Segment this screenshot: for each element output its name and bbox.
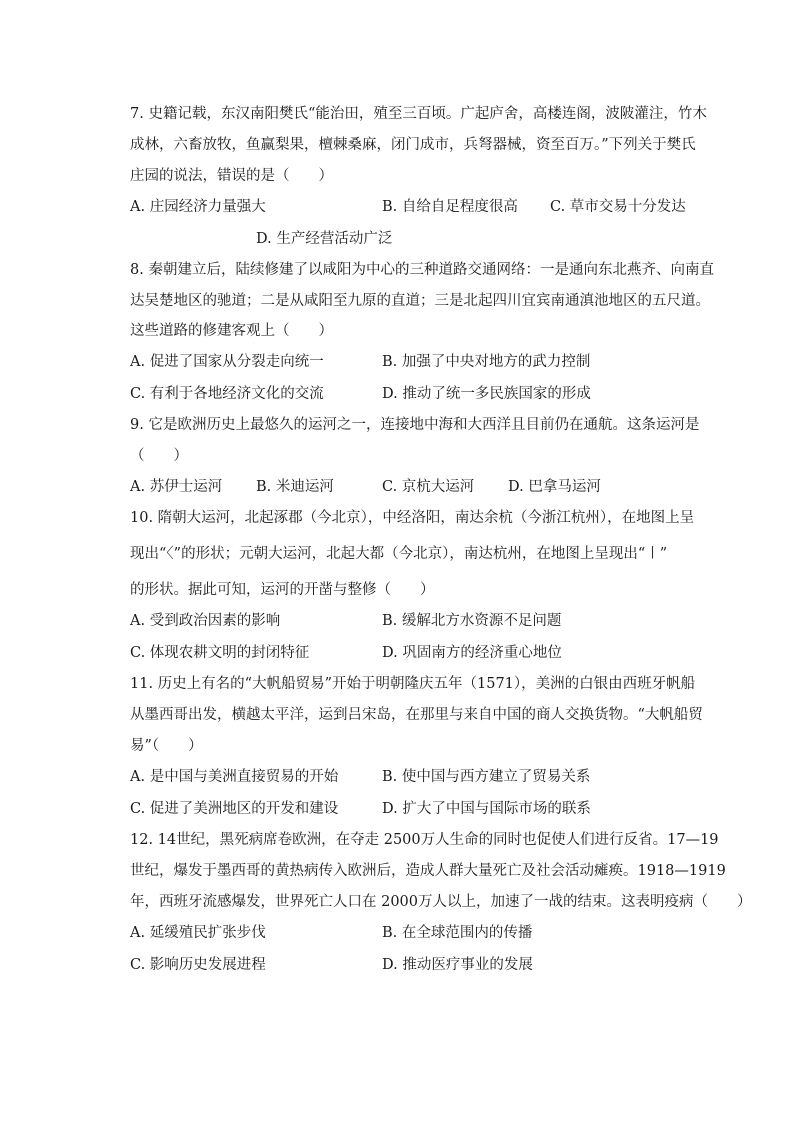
q8-option-b[interactable]: B. 加强了中央对地方的武力控制 <box>382 354 591 370</box>
q12-option-c[interactable]: C. 影响历史发展进程 <box>130 957 266 973</box>
q10-option-d[interactable]: D. 巩固南方的经济重心地位 <box>382 645 562 661</box>
q12-option-a[interactable]: A. 延缓殖民扩张步伐 <box>130 925 266 941</box>
q10-option-b[interactable]: B. 缓解北方水资源不足问题 <box>382 613 562 629</box>
q8-stem-line-1: 8. 秦朝建立后，陆续修建了以咸阳为中心的三种道路交通网络：一是通向东北燕齐、向南直 <box>130 262 714 278</box>
q7-option-c[interactable]: C. 草市交易十分发达 <box>550 199 686 215</box>
q8-stem-line-2: 达吴楚地区的驰道；二是从咸阳至九原的直道；三是北起四川宜宾南通滇池地区的五尺道。 <box>130 293 710 309</box>
q11-option-d[interactable]: D. 扩大了中国与国际市场的联系 <box>382 801 591 817</box>
q8-option-c[interactable]: C. 有利于各地经济文化的交流 <box>130 386 324 402</box>
q7-stem-line-1: 7. 史籍记载，东汉南阳樊氏“能治田，殖至三百顷。广起庐舍，高楼连阁，波陂灌注，竹木 <box>130 106 707 122</box>
q11-stem-line-2: 从墨西哥出发，横越太平洋，运到吕宋岛，在那里与来自中国的商人交换货物。“大帆船贸 <box>130 707 703 723</box>
q8-stem-line-3: 这些道路的修建客观上（ ） <box>130 323 333 339</box>
q9-option-d[interactable]: D. 巴拿马运河 <box>508 479 601 495</box>
q11-option-c[interactable]: C. 促进了美洲地区的开发和建设 <box>130 801 339 817</box>
q12-stem-line-3: 年，西班牙流感爆发，世界死亡人口在 2000万人以上，加速了一战的结束。这表明疫病（ ） <box>130 894 752 910</box>
q9-option-c[interactable]: C. 京杭大运河 <box>382 479 475 495</box>
q9-option-b[interactable]: B. 米迪运河 <box>256 479 334 495</box>
q7-stem-line-2: 成林，六畜放牧，鱼赢梨果，檀棘桑麻，闭门成市，兵弩器械，资至百万。”下列关于樊氏 <box>130 137 696 153</box>
q7-stem-line-3: 庄园的说法，错误的是（ ） <box>130 168 333 184</box>
q7-option-d[interactable]: D. 生产经营活动广泛 <box>256 231 393 247</box>
q7-option-b[interactable]: B. 自给自足程度很高 <box>382 199 518 215</box>
q11-option-a[interactable]: A. 是中国与美洲直接贸易的开始 <box>130 769 339 785</box>
q10-option-a[interactable]: A. 受到政治因素的影响 <box>130 613 281 629</box>
q8-option-a[interactable]: A. 促进了国家从分裂走向统一 <box>130 354 324 370</box>
q10-stem-line-2: 现出“〈”的形状；元朝大运河，北起大都（今北京），南达杭州，在地图上呈现出“〡” <box>130 546 668 562</box>
q12-option-b[interactable]: B. 在全球范围内的传播 <box>382 925 533 941</box>
q11-stem-line-3: 易”（ ） <box>130 738 203 754</box>
q12-stem-line-2: 世纪，爆发于墨西哥的黄热病传入欧洲后，造成人群大量死亡及社会活动瘫痪。1918—1919 <box>130 863 726 879</box>
q12-stem-line-1: 12. 14世纪，黑死病席卷欧洲，在夺走 2500万人生命的同时也促使人们进行反省。17—19 <box>130 832 719 848</box>
q9-stem-line-1: 9. 它是欧洲历史上最悠久的运河之一，连接地中海和大西洋且目前仍在通航。这条运河是 <box>130 417 700 433</box>
q11-stem-line-1: 11. 历史上有名的“大帆船贸易”开始于明朝隆庆五年（1571），美洲的白银由西班牙帆船 <box>130 676 696 692</box>
q10-stem-line-1: 10. 隋朝大运河，北起涿郡（今北京），中经洛阳，南达余杭（今浙江杭州），在地图上呈 <box>130 510 695 526</box>
q11-option-b[interactable]: B. 使中国与西方建立了贸易关系 <box>382 769 591 785</box>
q7-option-a[interactable]: A. 庄园经济力量强大 <box>130 199 266 215</box>
q8-option-d[interactable]: D. 推动了统一多民族国家的形成 <box>382 386 591 402</box>
q10-option-c[interactable]: C. 体现农耕文明的封闭特征 <box>130 645 310 661</box>
q9-option-a[interactable]: A. 苏伊士运河 <box>130 479 223 495</box>
q10-stem-line-3: 的形状。据此可知，运河的开凿与整修（ ） <box>130 582 435 598</box>
q12-option-d[interactable]: D. 推动医疗事业的发展 <box>382 957 533 973</box>
q9-stem-line-2: （ ） <box>130 448 188 464</box>
